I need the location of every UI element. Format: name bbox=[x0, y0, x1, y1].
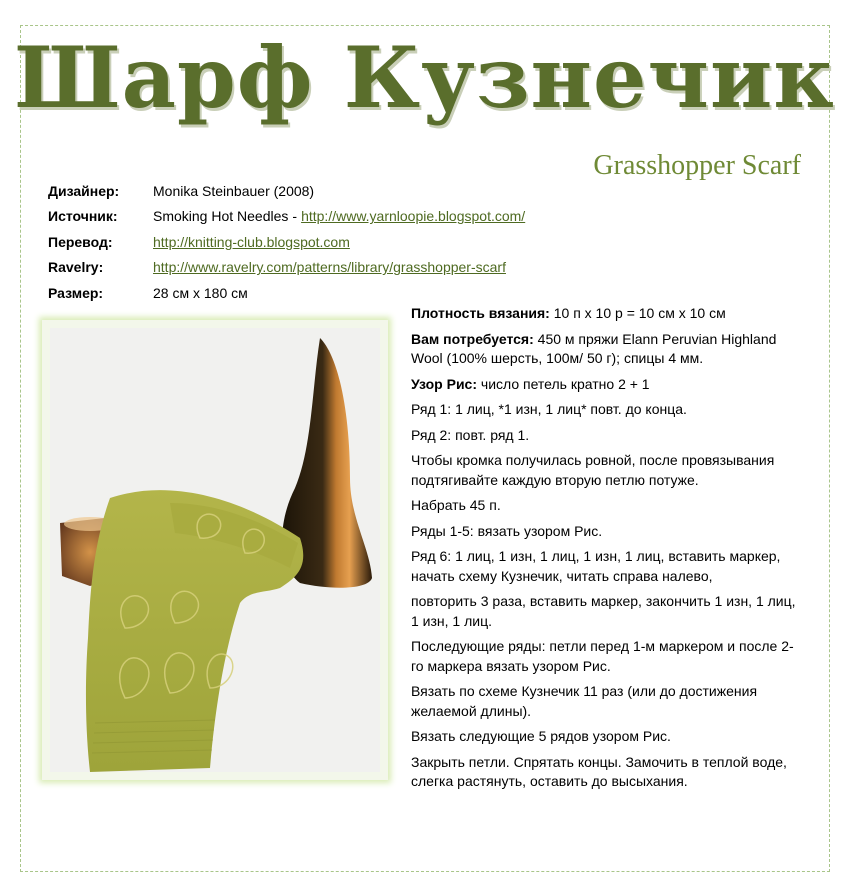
page-title: Шарф Кузнечик bbox=[14, 28, 835, 127]
chart-repeat-text: Вязать по схеме Кузнечик 11 раз (или до достижения желаемой длины). bbox=[411, 683, 758, 719]
designer-row bbox=[48, 178, 525, 204]
row-6-text: Ряд 6: 1 лиц, 1 изн, 1 лиц, 1 изн, 1 лиц, вставить маркер, начать схему Кузнечик, читать справа налево, bbox=[411, 548, 781, 584]
source-value bbox=[153, 208, 525, 224]
scarf-photo-frame bbox=[42, 320, 388, 780]
finishing-text: Закрыть петли. Спрятать концы. Замочить в теплой воде, слегка растянуть, оставить до высыхания. bbox=[411, 753, 787, 789]
pattern-instructions bbox=[411, 304, 806, 798]
scarf-photo bbox=[50, 328, 380, 772]
size-row bbox=[48, 280, 525, 306]
edge-tip-text: Чтобы кромка получилась ровной, после провязывания подтягивайте каждую вторую петлю потуже. bbox=[411, 452, 775, 488]
designer-value: Monika Steinbauer (2008) bbox=[153, 182, 315, 199]
size-label: Размер: bbox=[48, 284, 104, 301]
gauge-paragraph bbox=[411, 304, 806, 324]
ravelry-label: Ravelry: bbox=[48, 259, 104, 276]
gauge-value: 10 п х 10 р = 10 см х 10 см bbox=[553, 305, 726, 321]
page-subtitle: Grasshopper Scarf bbox=[593, 150, 801, 181]
rice-stitch-label: Узор Рис: bbox=[411, 375, 478, 392]
row-2-text: Ряд 2: повт. ряд 1. bbox=[411, 426, 530, 443]
translation-label: Перевод: bbox=[48, 233, 113, 250]
ravelry-row bbox=[48, 255, 525, 281]
translation-row bbox=[48, 229, 525, 255]
source-link[interactable]: http://www.yarnloopie.blogspot.com/ bbox=[301, 208, 526, 225]
rice-stitch-value: число петель кратно 2 + 1 bbox=[480, 375, 650, 392]
ravelry-link[interactable]: http://www.ravelry.com/patterns/library/grasshopper-scarf bbox=[153, 259, 506, 276]
designer-label: Дизайнер: bbox=[48, 182, 120, 199]
final-rows-text: Вязать следующие 5 рядов узором Рис. bbox=[411, 728, 671, 744]
following-rows-text: Последующие ряды: петли перед 1-м маркером и после 2-го маркера вязать узором Рис. bbox=[411, 638, 794, 674]
materials-value: 450 м пряжи Elann Peruvian Highland Wool (100% шерсть, 100м/ 50 г); спицы 4 мм. bbox=[411, 330, 777, 366]
materials-label: Вам потребуется: bbox=[411, 330, 534, 347]
repeat-text: повторить 3 раза, вставить маркер, закончить 1 изн, 1 лиц, 1 изн, 1 лиц. bbox=[411, 593, 796, 629]
materials-paragraph bbox=[411, 330, 806, 369]
size-value: 28 см х 180 см bbox=[153, 284, 248, 301]
scarf-photo-illustration bbox=[50, 328, 380, 772]
rice-stitch-paragraph bbox=[411, 375, 806, 395]
gauge-label: Плотность вязания: bbox=[411, 305, 550, 321]
source-label: Источник: bbox=[48, 208, 118, 225]
translation-link[interactable]: http://knitting-club.blogspot.com bbox=[153, 233, 350, 250]
cast-on-text: Набрать 45 п. bbox=[411, 497, 501, 513]
row-1-text: Ряд 1: 1 лиц, *1 изн, 1 лиц* повт. до конца. bbox=[411, 401, 687, 417]
source-separator: - bbox=[292, 208, 298, 225]
source-name: Smoking Hot Needles bbox=[153, 208, 289, 225]
source-row bbox=[48, 204, 525, 230]
rows-1-5-text: Ряды 1-5: вязать узором Рис. bbox=[411, 522, 603, 539]
pattern-info bbox=[48, 178, 525, 306]
